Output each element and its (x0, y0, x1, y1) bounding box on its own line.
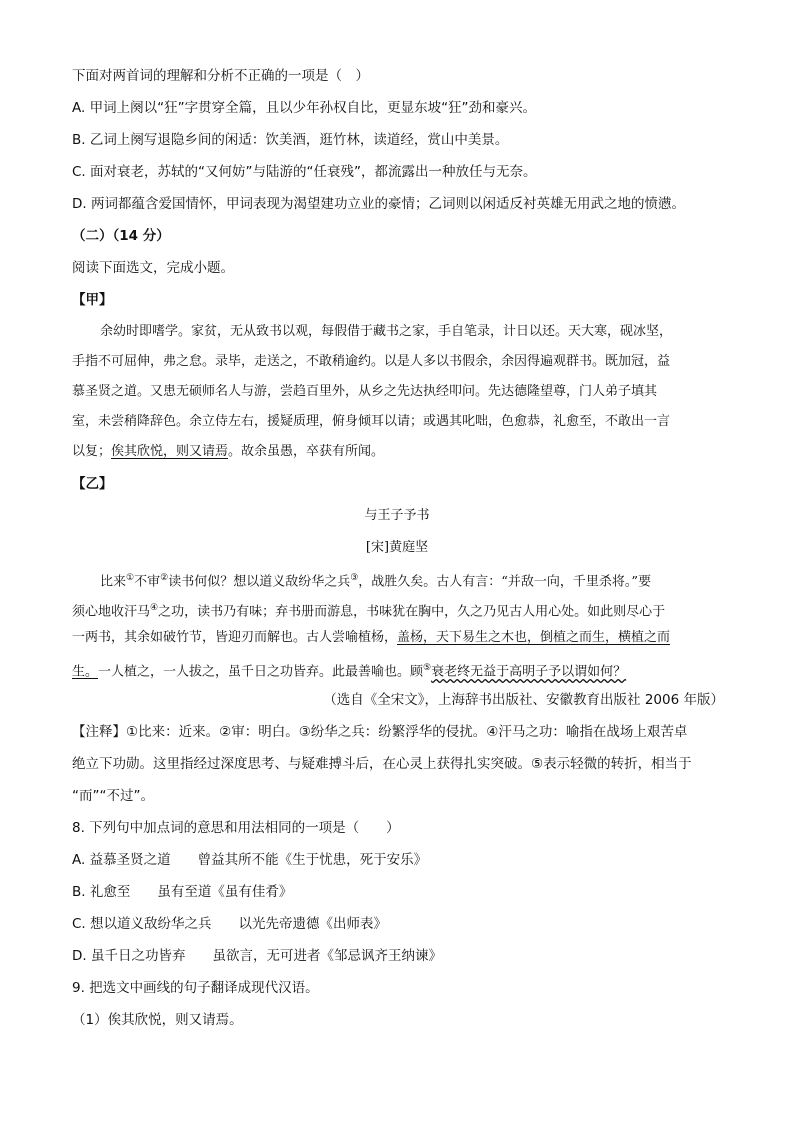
yi-line-4: 生。一人植之，一人拔之，虽千日之功皆弃。此最善喻也。顾⑤衰老终无益于高明子予以谓如何？ (72, 663, 627, 680)
jia-line-5-end: 。故余虽愚，卒获有所闻。 (228, 444, 385, 459)
option-d: D. 两词都蕴含爱国情怀，甲词表现为渴望建功立业的豪情；乙词则以闲适反衬英雄无用武之地的愤懑。 (72, 196, 685, 212)
source-citation: （选自《全宋文》，上海辞书出版社、安徽教育出版社 2006 年版） (323, 692, 724, 708)
question-8-option-d: D. 虽千日之功皆弃 虽欲言，无可进者《邹忌讽齐王纳谏》 (72, 948, 442, 964)
note-ref-3: ③ (350, 573, 359, 583)
question-8-option-c: C. 想以道义敌纷华之兵 以光先帝遗德《出师表》 (72, 916, 388, 932)
note-ref-1: ① (126, 573, 135, 583)
question-8-stem: 8. 下列句中加点词的意思和用法相同的一项是（ ） (72, 820, 400, 836)
question-8-option-a: A. 益慕圣贤之道 曾益其所不能《生于忧患，死于安乐》 (72, 852, 428, 868)
notes-line-2: 绝立下功勋。这里指经过深度思考、与疑难搏斗后，在心灵上获得扎实突破。⑤表示轻微的转折，相当于 (72, 756, 692, 772)
reading-instruction: 阅读下面选文，完成小题。 (72, 260, 234, 276)
question-intro: 下面对两首词的理解和分析不正确的一项是（ ） (72, 68, 369, 84)
section-heading: （二）（14 分） (72, 228, 170, 244)
yi-title: 与王子予书 (364, 508, 430, 523)
jia-line-1: 余幼时即嗜学。家贫，无从致书以观，每假借于藏书之家，手自笔录，计日以还。天大寒，砚冰坚， (100, 324, 673, 339)
passage-yi-label: 【乙】 (72, 476, 113, 492)
note-ref-5: ⑤ (423, 663, 432, 673)
jia-line-4: 室，未尝稍降辞色。余立侍左右，援疑质理，俯身倾耳以请；或遇其叱咄，色愈恭，礼愈至，不敢出一言 (72, 414, 671, 429)
yi-wavy-underlined: 衰老终无益于高明子予以谓如何？ (431, 664, 627, 680)
jia-line-5-start: 以复； (72, 444, 112, 459)
yi-line-1: 比来①不审②读书何似？想以道义敌纷华之兵③，战胜久矣。古人有言：“并敌一向，千里杀将。”要 (100, 573, 652, 590)
yi-underlined-sentence-part1: 盖杨，天下易生之木也，倒植之而生，横植之而 (397, 630, 671, 645)
yi-line-2: 须心地收汗马④之功，读书乃有味；弃书册而游息，书味犹在胸中，久之乃见古人用心处。如此则尽心于 (72, 603, 666, 620)
question-9-sub-1: （1）俟其欣悦，则又请焉。 (72, 1012, 243, 1028)
notes-line-1: 【注释】①比来：近来。②审：明白。③纷华之兵：纷繁浮华的侵扰。④汗马之功：喻指在战场上艰苦卓 (72, 724, 688, 740)
yi-author: [宋]黄庭坚 (365, 540, 429, 555)
jia-line-5 (72, 442, 384, 462)
jia-underlined-sentence: 俟其欣悦，则又请焉 (111, 444, 229, 459)
jia-line-3: 慕圣贤之道。又患无硕师名人与游，尝趋百里外，从乡之先达执经叩问。先达德隆望尊，门人弟子填其 (72, 384, 658, 399)
notes-line-3: “而”“不过”。 (72, 788, 154, 804)
note-ref-4: ④ (150, 603, 159, 613)
question-8-option-b: B. 礼愈至 虽有至道《虽有佳肴》 (72, 884, 293, 900)
option-a: A. 甲词上阕以“狂”字贯穿全篇，且以少年孙权自比，更显东坡“狂”劲和豪兴。 (72, 100, 537, 116)
passage-jia-label: 【甲】 (72, 292, 113, 308)
yi-underlined-sentence-part2: 生。 (72, 664, 99, 680)
yi-line-3: 一两书，其余如破竹节，皆迎刃而解也。古人尝喻植杨，盖杨，天下易生之木也，倒植之而生，横植之而 (72, 630, 671, 645)
option-b: B. 乙词上阕写退隐乡间的闲适：饮美酒，逛竹林，读道经，赏山中美景。 (72, 132, 509, 148)
question-9-stem: 9. 把选文中画线的句子翻译成现代汉语。 (72, 980, 319, 996)
note-ref-2: ② (160, 573, 169, 583)
option-c: C. 面对衰老，苏轼的“又何妨”与陆游的“任衰残”，都流露出一种放任与无奈。 (72, 164, 537, 180)
jia-line-2: 手指不可屈伸，弗之怠。录毕，走送之，不敢稍逾约。以是人多以书假余，余因得遍观群书。既加冠，益 (72, 354, 671, 369)
